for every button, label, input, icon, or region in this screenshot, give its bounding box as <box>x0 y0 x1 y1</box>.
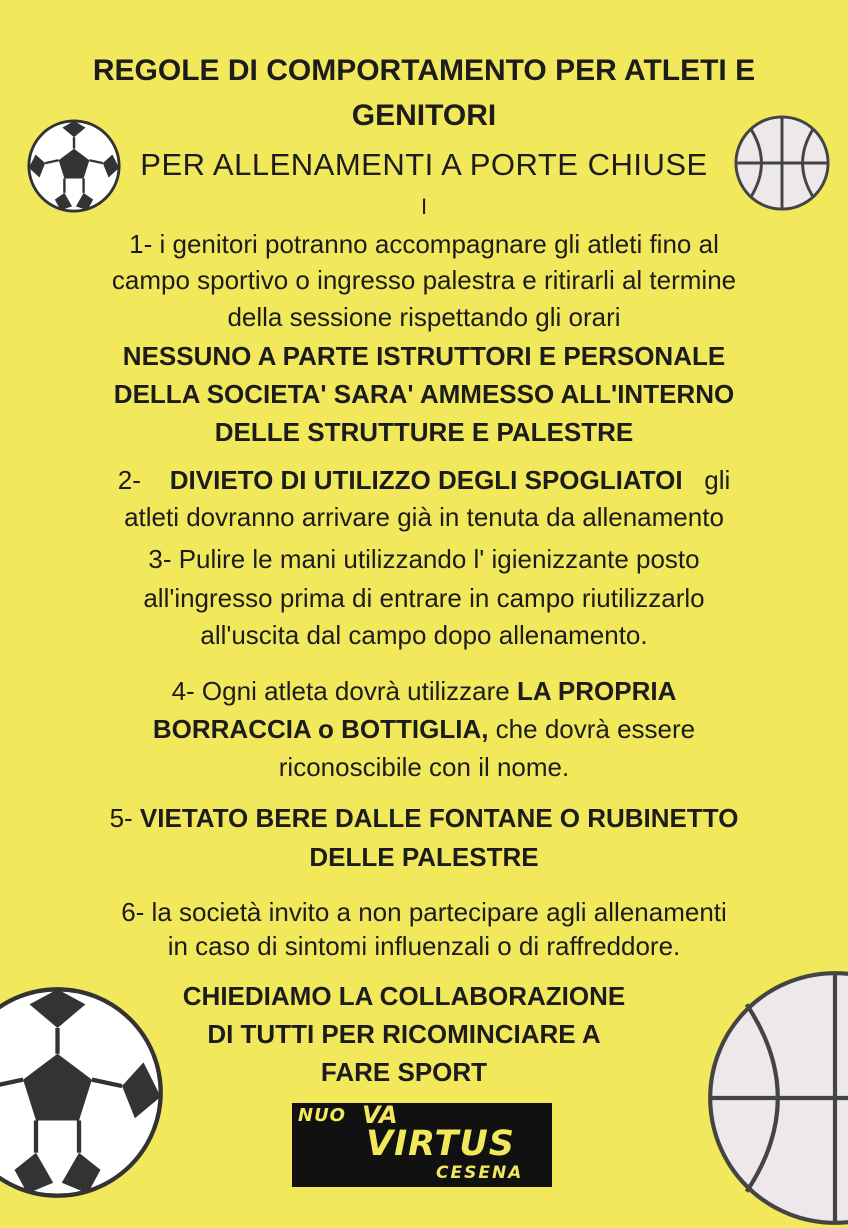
stray-mark: I <box>420 194 428 219</box>
closing-line-3: FARE SPORT <box>320 1057 488 1087</box>
rule-6-line-2: in caso di sintomi influenzali o di raffreddore. <box>167 931 681 961</box>
rule-5-bold-1: VIETATO BERE DALLE FONTANE O RUBINETTO <box>139 803 739 833</box>
rule-5-number: 5- <box>109 803 133 833</box>
rule-2-rest: gli <box>704 465 731 495</box>
rule-1-line-3: della sessione rispettando gli orari <box>227 302 621 332</box>
title-line-2: GENITORI <box>351 99 497 132</box>
rule-6-line-1: 6- la società invito a non partecipare agli allenamenti <box>121 897 727 927</box>
rule-3-line-1: 3- Pulire le mani utilizzando l' igienizzante posto <box>148 544 700 574</box>
closing-line-1: CHIEDIAMO LA COLLABORAZIONE <box>182 981 626 1011</box>
rule-5-line-1 <box>0 800 848 836</box>
rule-2-line-1 <box>0 462 848 498</box>
rule-4-line-1 <box>0 673 848 709</box>
logo-nuo: NUO <box>298 1105 346 1126</box>
rule-1-line-1: 1- i genitori potranno accompagnare gli atleti fino al <box>129 229 719 259</box>
rule-4-bold-2: BORRACCIA o BOTTIGLIA, <box>152 714 489 744</box>
logo-va: VA <box>362 1103 398 1129</box>
logo-cesena: CESENA <box>436 1163 524 1183</box>
rule-4-line-2 <box>0 711 848 747</box>
subtitle: PER ALLENAMENTI A PORTE CHIUSE <box>140 147 708 182</box>
closing-line-2: DI TUTTI PER RICOMINCIARE A <box>207 1019 601 1049</box>
rule-2-number: 2- <box>117 465 141 495</box>
rule-3-line-3: all'uscita dal campo dopo allenamento. <box>200 620 648 650</box>
rule-1-bold-3: DELLE STRUTTURE E PALESTRE <box>214 417 634 447</box>
rule-3-line-2: all'ingresso prima di entrare in campo riutilizzarlo <box>143 583 705 613</box>
logo-virtus: VIRTUS <box>366 1124 515 1164</box>
rule-4-text-1: 4- Ogni atleta dovrà utilizzare <box>171 676 510 706</box>
title-line-1: REGOLE DI COMPORTAMENTO PER ATLETI E <box>92 54 756 87</box>
rule-5-bold-2: DELLE PALESTRE <box>309 842 539 872</box>
rule-1-bold-2: DELLA SOCIETA' SARA' AMMESSO ALL'INTERNO <box>113 379 735 409</box>
logo-nuova-virtus <box>292 1103 552 1187</box>
rule-2-line-2: atleti dovranno arrivare già in tenuta da allenamento <box>124 502 724 532</box>
rule-1-line-2: campo sportivo o ingresso palestra e ritirarli al termine <box>111 265 737 295</box>
rule-1-bold-1: NESSUNO A PARTE ISTRUTTORI E PERSONALE <box>122 341 726 371</box>
rule-4-line-3: riconoscibile con il nome. <box>278 752 570 782</box>
rule-2-bold: DIVIETO DI UTILIZZO DEGLI SPOGLIATOI <box>169 465 683 495</box>
rule-4-text-2: che dovrà essere <box>495 714 696 744</box>
rule-4-bold-1: LA PROPRIA <box>517 676 677 706</box>
